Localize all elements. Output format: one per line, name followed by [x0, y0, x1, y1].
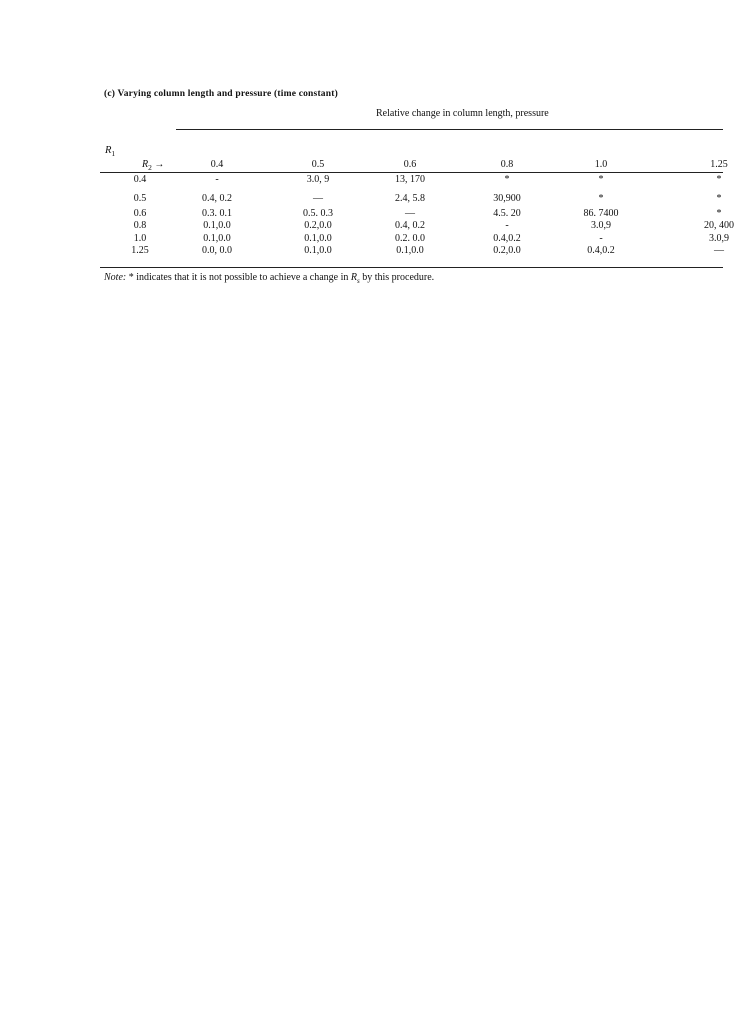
table-cell: 0.2,0.0: [304, 220, 332, 231]
column-header: 1.25: [710, 159, 728, 170]
table-cell: 20, 400: [704, 220, 734, 231]
header-rule: [100, 172, 723, 173]
column-header: 0.6: [403, 159, 417, 170]
column-header: 1.0: [594, 159, 608, 170]
table-title: (c) Varying column length and pressure (time constant): [104, 89, 338, 99]
table-cell: 0.1,0.0: [203, 220, 231, 231]
row-header: 0.4: [133, 174, 147, 185]
table-cell: -: [215, 174, 219, 185]
spanning-header-rule: [176, 129, 723, 130]
table-cell: 0.1,0.0: [304, 233, 332, 244]
table-cell: 3.0, 9: [306, 174, 330, 185]
table-cell: 0.5. 0.3: [303, 208, 333, 219]
spanning-header: Relative change in column length, pressure: [376, 108, 549, 119]
table-cell: -: [505, 220, 509, 231]
column-header: 0.4: [210, 159, 224, 170]
table-cell: 0.2. 0.0: [395, 233, 425, 244]
table-cell: —: [714, 245, 724, 256]
table-cell: 0.1,0.0: [203, 233, 231, 244]
table-cell: *: [598, 174, 604, 185]
table-cell: 3.0,9: [709, 233, 729, 244]
table-cell: 30,900: [493, 193, 521, 204]
table-cell: 0.2,0.0: [493, 245, 521, 256]
column-axis-label: $R_2$ →: [142, 159, 165, 172]
table-cell: 0.4,0.2: [587, 245, 615, 256]
table-cell: 0.4, 0.2: [395, 220, 425, 231]
table-cell: 0.4,0.2: [493, 233, 521, 244]
table-cell: 86. 7400: [583, 208, 619, 219]
table-cell: 4.5. 20: [493, 208, 521, 219]
table-cell: *: [504, 174, 510, 185]
table-note: Note: * indicates that it is not possible to achieve a change in $R_s$ by this procedure.: [104, 272, 435, 285]
table-cell: -: [599, 233, 603, 244]
table-cell: 0.3. 0.1: [202, 208, 232, 219]
table-cell: 13, 170: [395, 174, 425, 185]
table-cell: 3.0,9: [591, 220, 611, 231]
row-header: 1.0: [133, 233, 147, 244]
column-header: 0.8: [500, 159, 514, 170]
table-cell: 0.4, 0.2: [202, 193, 232, 204]
row-axis-label: $R_1$: [105, 145, 116, 159]
row-header: 0.8: [133, 220, 147, 231]
table-cell: *: [716, 174, 722, 185]
table-cell: 0.1,0.0: [396, 245, 424, 256]
row-header: 1.25: [131, 245, 149, 256]
table-cell: *: [716, 193, 722, 204]
table-cell: —: [405, 208, 415, 219]
table-cell: *: [598, 193, 604, 204]
table-cell: 0.1,0.0: [304, 245, 332, 256]
column-header: 0.5: [311, 159, 325, 170]
table-cell: *: [716, 208, 722, 219]
bottom-rule: [100, 267, 723, 268]
table-cell: 2.4, 5.8: [395, 193, 425, 204]
table-cell: —: [313, 193, 323, 204]
row-header: 0.5: [133, 193, 147, 204]
table-cell: 0.0, 0.0: [202, 245, 232, 256]
row-header: 0.6: [133, 208, 147, 219]
